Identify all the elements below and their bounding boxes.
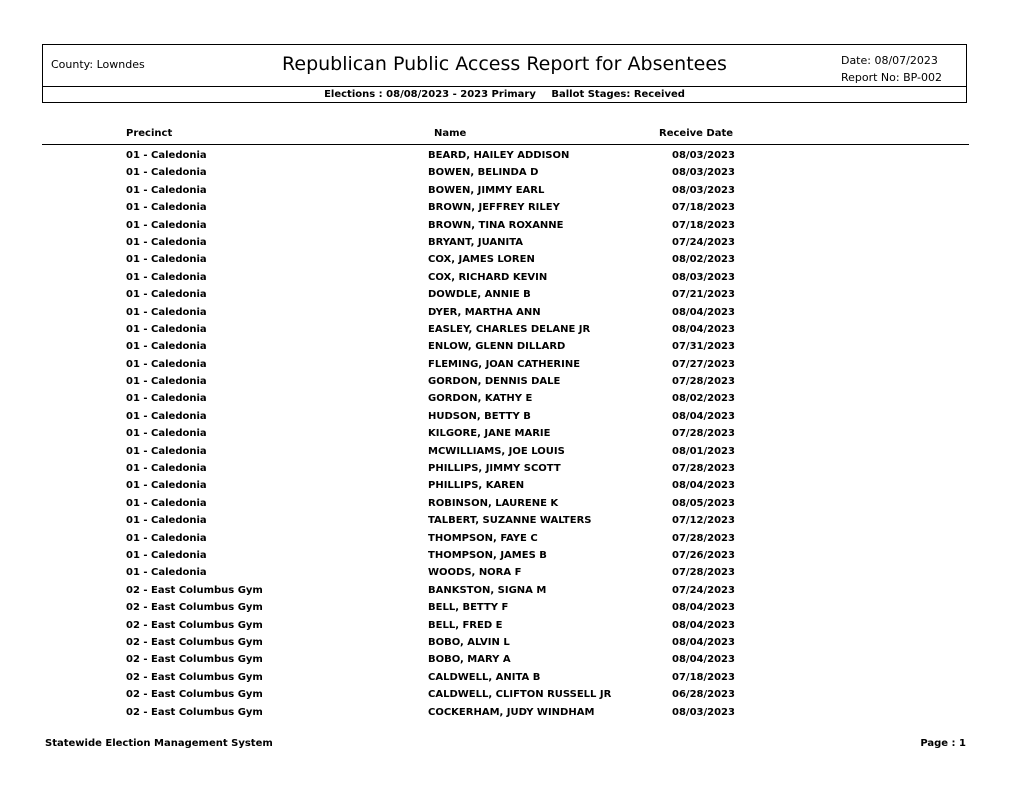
precinct-cell: 01 - Caledonia (126, 515, 207, 527)
name-cell: FLEMING, JOAN CATHERINE (428, 358, 581, 370)
name-cell: BRYANT, JUANITA (428, 236, 523, 248)
table-row (0, 548, 1024, 565)
table-row (0, 670, 1024, 687)
receive-date-cell: 07/27/2023 (672, 358, 735, 370)
name-cell: TALBERT, SUZANNE WALTERS (428, 515, 592, 527)
name-cell: BOWEN, BELINDA D (428, 167, 539, 179)
name-cell: PHILLIPS, JIMMY SCOTT (428, 463, 561, 475)
name-cell: BOBO, MARY A (428, 654, 511, 666)
receive-date-cell: 08/04/2023 (672, 602, 735, 614)
precinct-cell: 02 - East Columbus Gym (126, 602, 263, 614)
receive-date-cell: 08/02/2023 (672, 393, 735, 405)
receive-date-cell: 08/04/2023 (672, 480, 735, 492)
precinct-cell: 01 - Caledonia (126, 167, 207, 179)
name-cell: BEARD, HAILEY ADDISON (428, 150, 570, 161)
report-subheader (42, 86, 967, 103)
name-cell: KILGORE, JANE MARIE (428, 428, 551, 440)
receive-date-cell: 08/04/2023 (672, 619, 735, 631)
precinct-cell: 01 - Caledonia (126, 184, 207, 196)
report-title: Republican Public Access Report for Absentees (282, 53, 727, 75)
name-cell: BROWN, JEFFREY RILEY (428, 202, 560, 214)
table-row (0, 478, 1024, 495)
receive-date-cell: 07/28/2023 (672, 532, 735, 544)
precinct-cell: 01 - Caledonia (126, 271, 207, 283)
receive-date-cell: 08/03/2023 (672, 706, 735, 718)
name-cell: BOBO, ALVIN L (428, 636, 510, 648)
table-row (0, 426, 1024, 443)
precinct-cell: 01 - Caledonia (126, 202, 207, 214)
header-divider (42, 144, 969, 145)
receive-date-cell: 07/24/2023 (672, 236, 735, 248)
receive-date-cell: 07/21/2023 (672, 289, 735, 301)
table-row (0, 687, 1024, 704)
precinct-cell: 01 - Caledonia (126, 567, 207, 579)
receive-date-cell: 07/18/2023 (672, 202, 735, 214)
precinct-cell: 01 - Caledonia (126, 376, 207, 388)
receive-date-cell: 08/03/2023 (672, 271, 735, 283)
table-row (0, 652, 1024, 669)
table-row (0, 635, 1024, 652)
precinct-cell: 01 - Caledonia (126, 150, 207, 161)
receive-date-cell: 08/04/2023 (672, 323, 735, 335)
table-row (0, 391, 1024, 408)
table-row (0, 200, 1024, 217)
name-cell: HUDSON, BETTY B (428, 410, 531, 422)
receive-date-cell: 07/31/2023 (672, 341, 735, 353)
precinct-cell: 02 - East Columbus Gym (126, 671, 263, 683)
precinct-cell: 02 - East Columbus Gym (126, 584, 263, 596)
table-row (0, 565, 1024, 582)
precinct-cell: 02 - East Columbus Gym (126, 689, 263, 701)
name-cell: ROBINSON, LAURENE K (428, 497, 559, 509)
receive-date-cell: 07/18/2023 (672, 671, 735, 683)
receive-date-cell: 07/26/2023 (672, 549, 735, 561)
name-cell: GORDON, KATHY E (428, 393, 533, 405)
precinct-cell: 02 - East Columbus Gym (126, 706, 263, 718)
table-row (0, 287, 1024, 304)
precinct-cell: 01 - Caledonia (126, 289, 207, 301)
county-label: County: Lowndes (51, 58, 145, 71)
precinct-cell: 02 - East Columbus Gym (126, 619, 263, 631)
precinct-cell: 02 - East Columbus Gym (126, 654, 263, 666)
table-row (0, 322, 1024, 339)
receive-date-cell: 08/04/2023 (672, 636, 735, 648)
precinct-cell: 01 - Caledonia (126, 463, 207, 475)
report-date: Date: 08/07/2023 (840, 54, 938, 67)
receive-date-cell: 07/18/2023 (672, 219, 735, 231)
receive-date-cell: 08/03/2023 (672, 167, 735, 179)
receive-date-cell: 07/28/2023 (672, 428, 735, 440)
table-row (0, 183, 1024, 200)
precinct-cell: 01 - Caledonia (126, 480, 207, 492)
precinct-cell: 01 - Caledonia (126, 445, 207, 457)
table-row (0, 496, 1024, 513)
name-cell: CALDWELL, ANITA B (428, 671, 541, 683)
precinct-cell: 01 - Caledonia (126, 393, 207, 405)
name-cell: GORDON, DENNIS DALE (428, 376, 561, 388)
name-cell: COCKERHAM, JUDY WINDHAM (428, 706, 595, 718)
table-row (0, 235, 1024, 252)
name-cell: COX, RICHARD KEVIN (428, 271, 548, 283)
table-row (0, 444, 1024, 461)
precinct-cell: 01 - Caledonia (126, 549, 207, 561)
precinct-cell: 01 - Caledonia (126, 254, 207, 266)
precinct-cell: 02 - East Columbus Gym (126, 636, 263, 648)
ballot-stages-label: Ballot Stages: Received (551, 89, 685, 100)
name-cell: BROWN, TINA ROXANNE (428, 219, 564, 231)
precinct-cell: 01 - Caledonia (126, 236, 207, 248)
receive-date-cell: 07/24/2023 (672, 584, 735, 596)
receive-date-cell: 08/05/2023 (672, 497, 735, 509)
name-cell: BANKSTON, SIGNA M (428, 584, 547, 596)
name-cell: DOWDLE, ANNIE B (428, 289, 531, 301)
name-cell: WOODS, NORA F (428, 567, 522, 579)
table-row (0, 165, 1024, 182)
table-row (0, 461, 1024, 478)
precinct-cell: 01 - Caledonia (126, 323, 207, 335)
name-cell: EASLEY, CHARLES DELANE JR (428, 323, 591, 335)
table-row (0, 618, 1024, 635)
name-cell: THOMPSON, FAYE C (428, 532, 538, 544)
table-row (0, 531, 1024, 548)
receive-date-cell: 07/12/2023 (672, 515, 735, 527)
precinct-cell: 01 - Caledonia (126, 341, 207, 353)
table-row (0, 305, 1024, 322)
precinct-cell: 01 - Caledonia (126, 532, 207, 544)
precinct-cell: 01 - Caledonia (126, 497, 207, 509)
footer-page-number: Page : 1 (920, 738, 966, 749)
absentee-table (0, 148, 1024, 722)
table-row (0, 409, 1024, 426)
name-cell: MCWILLIAMS, JOE LOUIS (428, 445, 565, 457)
column-header-precinct: Precinct (126, 128, 173, 139)
receive-date-cell: 07/28/2023 (672, 463, 735, 475)
receive-date-cell: 08/03/2023 (672, 150, 735, 161)
report-number: Report No: BP-002 (840, 71, 942, 84)
name-cell: PHILLIPS, KAREN (428, 480, 525, 492)
table-row (0, 357, 1024, 374)
receive-date-cell: 08/04/2023 (672, 654, 735, 666)
name-cell: CALDWELL, CLIFTON RUSSELL JR (428, 689, 612, 701)
column-header-receive-date: Receive Date (659, 128, 734, 139)
elections-label: Elections : 08/08/2023 - 2023 Primary (324, 89, 536, 100)
table-row (0, 270, 1024, 287)
receive-date-cell: 08/02/2023 (672, 254, 735, 266)
table-row (0, 252, 1024, 269)
name-cell: BOWEN, JIMMY EARL (428, 184, 545, 196)
table-row (0, 374, 1024, 391)
precinct-cell: 01 - Caledonia (126, 219, 207, 231)
receive-date-cell: 08/03/2023 (672, 184, 735, 196)
name-cell: THOMPSON, JAMES B (428, 549, 547, 561)
precinct-cell: 01 - Caledonia (126, 306, 207, 318)
name-cell: BELL, BETTY F (428, 602, 509, 614)
receive-date-cell: 08/04/2023 (672, 410, 735, 422)
name-cell: BELL, FRED E (428, 619, 503, 631)
name-cell: COX, JAMES LOREN (428, 254, 535, 266)
name-cell: DYER, MARTHA ANN (428, 306, 541, 318)
receive-date-cell: 08/04/2023 (672, 306, 735, 318)
footer-system-name: Statewide Election Management System (45, 738, 273, 749)
table-row (0, 148, 1024, 165)
table-row (0, 339, 1024, 356)
table-row (0, 705, 1024, 722)
name-cell: ENLOW, GLENN DILLARD (428, 341, 566, 353)
table-row (0, 513, 1024, 530)
report-meta (841, 52, 942, 86)
precinct-cell: 01 - Caledonia (126, 428, 207, 440)
precinct-cell: 01 - Caledonia (126, 410, 207, 422)
report-header (42, 44, 967, 87)
receive-date-cell: 07/28/2023 (672, 376, 735, 388)
column-header-name: Name (434, 128, 467, 139)
table-row (0, 218, 1024, 235)
receive-date-cell: 07/28/2023 (672, 567, 735, 579)
receive-date-cell: 06/28/2023 (672, 689, 735, 701)
receive-date-cell: 08/01/2023 (672, 445, 735, 457)
precinct-cell: 01 - Caledonia (126, 358, 207, 370)
table-row (0, 583, 1024, 600)
table-row (0, 600, 1024, 617)
